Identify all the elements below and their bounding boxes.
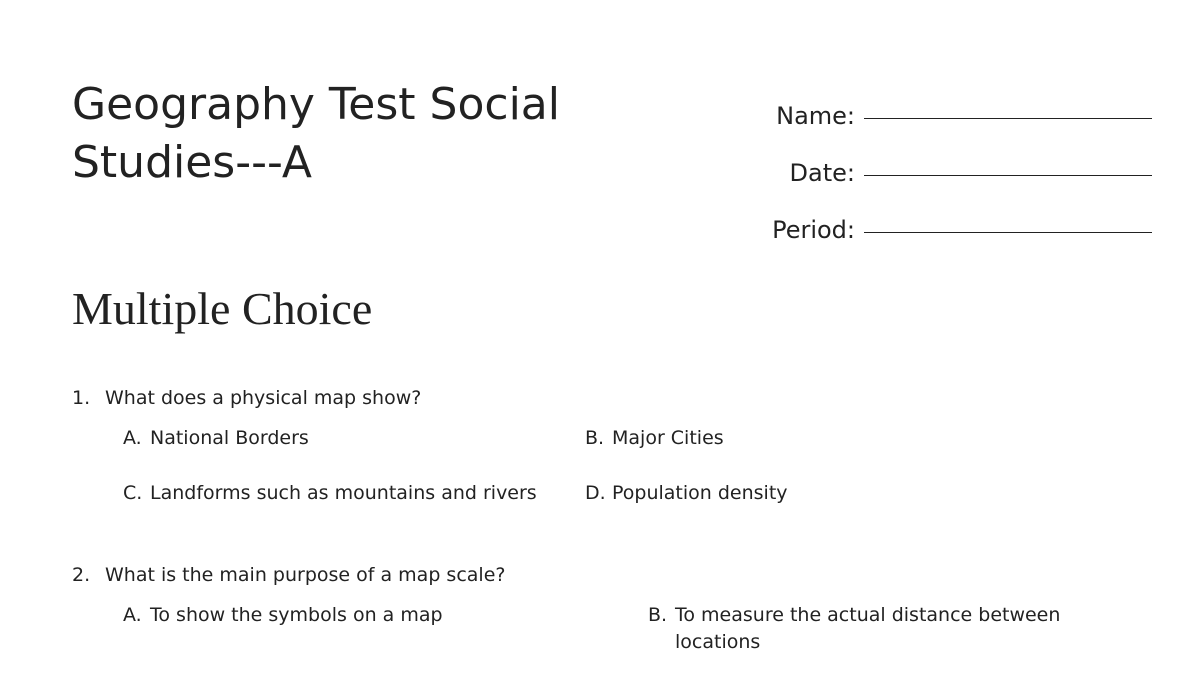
question-stem: [72, 562, 1162, 588]
choice-letter: A.: [123, 604, 142, 626]
period-blank-line[interactable]: [864, 232, 1152, 233]
choice-b[interactable]: [648, 602, 1098, 656]
choice-letter: B.: [585, 427, 605, 449]
period-field-row: [700, 190, 1152, 247]
date-label: Date:: [789, 159, 855, 187]
choice-a[interactable]: [123, 425, 309, 452]
choice-text: Major Cities: [612, 427, 724, 449]
section-title: Multiple Choice: [72, 283, 373, 334]
choice-text: To measure the actual distance between locations: [675, 604, 1061, 653]
choice-letter: B.: [648, 604, 668, 626]
choice-letter: D.: [585, 482, 606, 504]
choice-letter: A.: [123, 427, 142, 449]
name-label: Name:: [776, 102, 855, 130]
question-1: [72, 385, 1162, 504]
question-2: [72, 562, 1162, 653]
question-number: 1.: [72, 387, 91, 409]
name-field-row: [700, 76, 1152, 133]
student-info-fields: [700, 76, 1152, 247]
choice-text: National Borders: [150, 427, 309, 449]
choice-a[interactable]: [123, 602, 443, 629]
question-stem: [72, 385, 1162, 411]
test-title: Geography Test Social Studies---A: [72, 79, 560, 188]
question-number: 2.: [72, 564, 91, 586]
choice-d[interactable]: [585, 480, 788, 507]
question-text: What is the main purpose of a map scale?: [105, 564, 506, 586]
date-field-row: [700, 133, 1152, 190]
choice-letter: C.: [123, 482, 143, 504]
choice-b[interactable]: [585, 425, 724, 452]
choice-c[interactable]: [123, 480, 537, 507]
name-blank-line[interactable]: [864, 118, 1152, 119]
date-blank-line[interactable]: [864, 175, 1152, 176]
period-label: Period:: [772, 216, 855, 244]
choice-text: Landforms such as mountains and rivers: [150, 482, 537, 504]
choice-text: To show the symbols on a map: [150, 604, 443, 626]
choice-text: Population density: [612, 482, 788, 504]
question-text: What does a physical map show?: [105, 387, 422, 409]
